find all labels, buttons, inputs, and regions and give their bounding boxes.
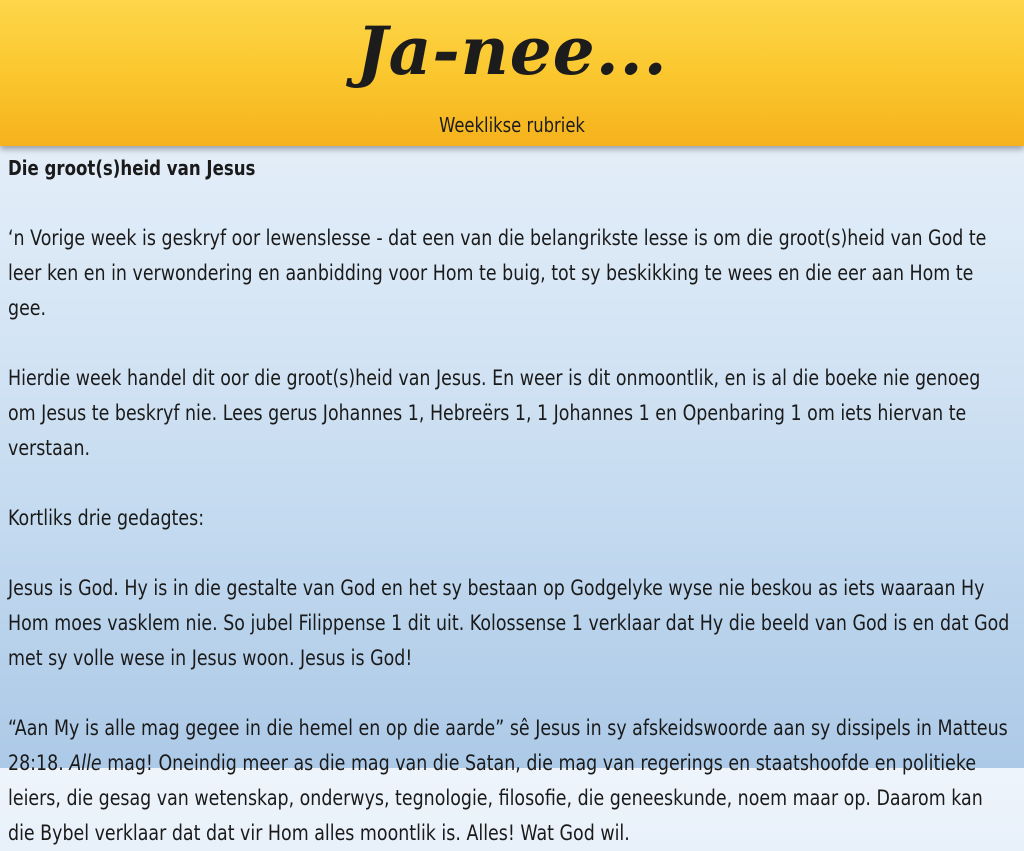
article-heading: Die groot(s)heid van Jesus — [8, 156, 256, 180]
paragraph-intro: ‘n Vorige week is geskryf oor lewenslesse - dat een van die belangrikste lesse is om die groot(s)heid van God te leer ken en in verwondering en aanbidding voor Hom te buig, tot sy beskikking te wees en die eer aan Hom te gee. — [8, 226, 987, 320]
paragraph-all-power — [8, 711, 1012, 851]
paragraph-all-power-end: mag! Oneindig meer as die mag van die Satan, die mag van regerings en staatshoofde en politieke leiers, die gesag van wetenskap, onderwys, tegnologie, filosofie, die geneeskunde, noem maar op. Daarom kan die Bybel verklaar dat dat vir Hom alles moontlik is. Alles! Wat God wil. — [8, 751, 983, 845]
page-subtitle: Weeklikse rubriek — [439, 113, 585, 137]
article-body — [8, 151, 1012, 851]
paragraph-thoughts-label: Kortliks drie gedagtes: — [8, 506, 205, 530]
header-banner — [0, 0, 1024, 146]
emphasis-alle: Alle — [69, 751, 102, 775]
paragraph-all-power-start: “Aan My is alle mag gegee in die hemel en op die aarde” sê Jesus in sy afskeidswoorde aan sy dissipels in Matteus 28:18. — [8, 716, 1008, 775]
paragraph-jesus-is-god: Jesus is God. Hy is in die gestalte van God en het sy bestaan op Godgelyke wyse nie beskou as iets waaraan Hy Hom moes vasklem nie. So jubel Filippense 1 dit uit. Kolossense 1 verklaar dat Hy die beeld van God is en dat God met sy volle wese in Jesus woon. Jesus is God! — [8, 576, 1010, 670]
page-title: Ja-nee... — [356, 12, 668, 90]
paragraph-topic: Hierdie week handel dit oor die groot(s)heid van Jesus. En weer is dit onmoontlik, en is al die boeke nie genoeg om Jesus te beskryf nie. Lees gerus Johannes 1, Hebreërs 1, 1 Johannes 1 en Openbaring 1 om iets hiervan te verstaan. — [8, 366, 981, 460]
